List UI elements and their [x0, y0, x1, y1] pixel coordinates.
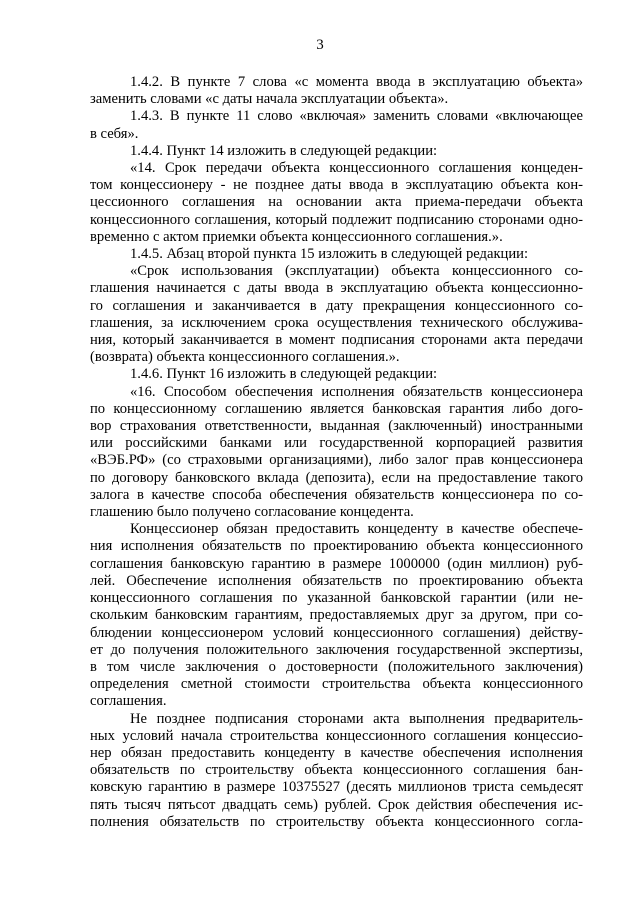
paragraph	[90, 74, 583, 108]
text-line: соглашения.	[90, 693, 167, 710]
text-line: го соглашения и заканчивается в дату прекращения концессионного со-	[90, 297, 583, 314]
text-line: полнения обязательств по строительству объекта концессионного согла-	[90, 813, 583, 830]
paragraph	[90, 521, 583, 710]
paragraph	[90, 263, 583, 366]
text-line: вор страхования ответственности, выданная (заключенный) иностранными	[90, 418, 583, 435]
text-line: соглашения банковскую гарантию в размере 1000000 (один миллион) руб-	[90, 555, 583, 572]
paragraph	[90, 160, 583, 246]
text-line: или российскими банками или государственной корпорацией развития	[90, 435, 583, 452]
text-line: концессионного соглашения по указанной банковской гарантии (или не-	[90, 590, 583, 607]
text-line: ет до получения положительного заключения государственной экспертизы,	[90, 641, 583, 658]
text-line: цессионного соглашения на основании акта приема-передачи объекта	[90, 194, 583, 211]
text-line: нер обязан предоставить концеденту в качестве обеспечения исполнения	[90, 744, 583, 761]
text-line: по концессионному соглашению является банковская гарантия либо дого-	[90, 400, 583, 417]
text-line: «16. Способом обеспечения исполнения обязательств концессионера	[130, 383, 583, 400]
paragraph	[90, 108, 583, 142]
text-line: глашения, за исключением срока осуществления технического обслужива-	[90, 314, 583, 331]
text-line: залога в качестве способа обеспечения обязательств концессионера по со-	[90, 486, 583, 503]
paragraph	[90, 384, 583, 522]
text-line: временно с актом приемки объекта концессионного соглашения.».	[90, 228, 503, 245]
text-line: в том числе заключения о достоверности (положительного заключения)	[90, 658, 583, 675]
text-line: концессионного соглашения, который подлежит подписанию сторонами одно-	[90, 211, 583, 228]
text-line: «14. Срок передачи объекта концессионного соглашения концеден-	[130, 160, 583, 177]
text-line: Не позднее подписания сторонами акта выполнения предваритель-	[130, 710, 583, 727]
text-line: 1.4.4. Пункт 14 изложить в следующей редакции:	[130, 142, 438, 159]
text-line: ния, который заканчивается в момент подписания сторонами акта передачи	[90, 332, 583, 349]
text-line: глашению было получено согласование концедента.	[90, 504, 414, 521]
text-line: 1.4.3. В пункте 11 слово «включая» заменить словами «включающее	[130, 108, 583, 125]
paragraph	[90, 143, 583, 160]
text-line: том концессионеру - не позднее даты ввода в эксплуатацию объекта кон-	[90, 177, 583, 194]
text-line: по договору банковского вклада (депозита), если на предоставление такого	[90, 469, 583, 486]
text-line: пять тысяч пятьсот двадцать семь) рублей. Срок действия обеспечения ис-	[90, 796, 583, 813]
text-line: глашения начинается с даты ввода в эксплуатацию объекта концессионно-	[90, 280, 583, 297]
page-number: 3	[316, 37, 324, 53]
text-line: скольким банковским гарантиям, предоставляемых друг за другом, при со-	[90, 607, 583, 624]
text-line: 1.4.6. Пункт 16 изложить в следующей редакции:	[130, 366, 438, 383]
text-line: в себя».	[90, 125, 139, 142]
text-line: 1.4.5. Абзац второй пункта 15 изложить в следующей редакции:	[130, 246, 529, 263]
text-line: лей. Обеспечение исполнения обязательств по проектированию объекта	[90, 572, 583, 589]
document-body	[90, 74, 583, 831]
text-line: определения сметной стоимости строительства объекта концессионного	[90, 676, 583, 693]
text-line: Концессионер обязан предоставить концеденту в качестве обеспече-	[130, 521, 583, 538]
paragraph	[90, 366, 583, 383]
text-line: «Срок использования (эксплуатации) объекта концессионного со-	[130, 263, 583, 280]
text-line: блюдении концессионером условий концессионного соглашения) действу-	[90, 624, 583, 641]
text-line: заменить словами «с даты начала эксплуатации объекта».	[90, 91, 449, 108]
text-line: 1.4.2. В пункте 7 слова «с момента ввода в эксплуатацию объекта»	[130, 74, 583, 90]
text-line: «ВЭБ.РФ» (со страховыми организациями), либо залог прав концессионера	[90, 452, 583, 469]
text-line: ния исполнения обязательств по проектированию объекта концессионного	[90, 538, 583, 555]
text-line: обязательств по строительству объекта концессионного соглашения бан-	[90, 762, 583, 779]
paragraph	[90, 711, 583, 831]
text-line: ных условий начала строительства концессионного соглашения концессио-	[90, 727, 583, 744]
text-line: (возврата) объекта концессионного соглашения.».	[90, 349, 400, 366]
text-line: ковскую гарантию в размере 10375527 (десять миллионов триста семьдесят	[90, 779, 583, 796]
paragraph	[90, 246, 583, 263]
